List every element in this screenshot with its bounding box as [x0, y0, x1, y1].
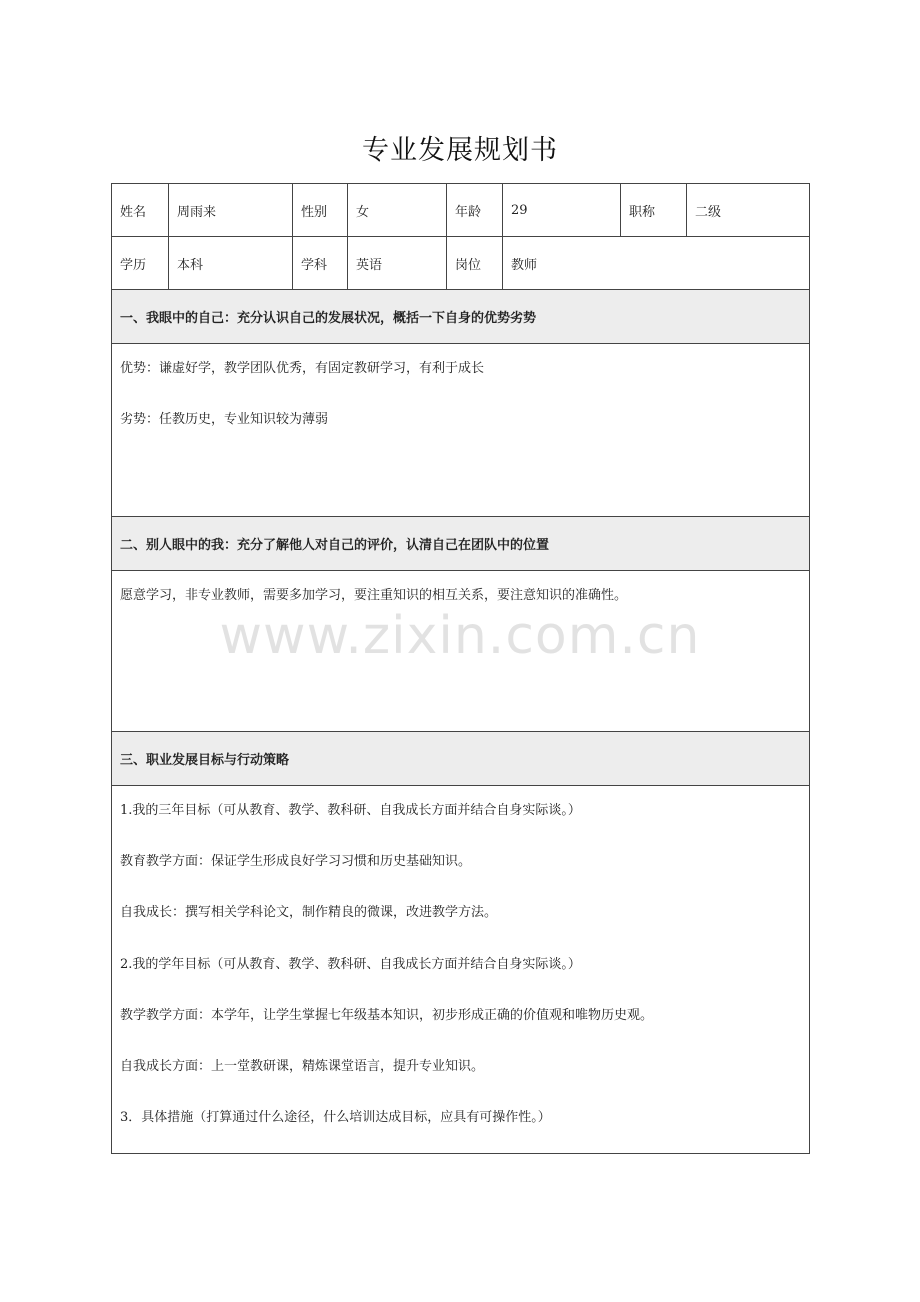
section1-line: 优势：谦虚好学，教学团队优秀，有固定教研学习，有利于成长 [120, 361, 485, 376]
post-value: 教师 [503, 237, 810, 290]
age-label: 年龄 [447, 184, 503, 237]
page-title: 专业发展规划书 [362, 135, 558, 166]
name-value: 周雨来 [169, 184, 293, 237]
section3-body [112, 786, 810, 1154]
watermark: www.zixin.com.cn [219, 606, 701, 666]
gender-value: 女 [348, 184, 447, 237]
age-value: 29 [503, 184, 621, 237]
rank-label: 职称 [621, 184, 687, 237]
info-row-1 [112, 184, 810, 237]
section1-heading: 一、我眼中的自己：充分认识自己的发展状况，概括一下自身的优势劣势 [112, 290, 810, 344]
section3-line: 自我成长：撰写相关学科论文，制作精良的微课，改进教学方法。 [120, 905, 498, 921]
subject-label: 学科 [293, 237, 348, 290]
section3-heading-row [112, 732, 810, 786]
plan-table [111, 183, 810, 1154]
name-label: 姓名 [112, 184, 169, 237]
section3-line: 1.我的三年目标（可从教育、教学、教科研、自我成长方面并结合自身实际谈。） [120, 803, 581, 818]
post-label: 岗位 [447, 237, 503, 290]
section3-line: 教育教学方面：保证学生形成良好学习习惯和历史基础知识。 [120, 854, 472, 870]
section2-body-row [112, 571, 810, 732]
section3-body-row [112, 786, 810, 1154]
section3-line: 2.我的学年目标（可从教育、教学、教科研、自我成长方面并结合自身实际谈。） [120, 956, 581, 972]
gender-label: 性别 [293, 184, 348, 237]
section2-heading: 二、别人眼中的我：充分了解他人对自己的评价，认清自己在团队中的位置 [112, 517, 810, 571]
section1-line: 劣势：任教历史，专业知识较为薄弱 [120, 412, 329, 428]
section3-line: 3．具体措施（打算通过什么途径，什么培训达成目标，应具有可操作性。） [120, 1110, 551, 1126]
section2-body [112, 571, 810, 732]
section2-heading-row [112, 517, 810, 571]
section1-body-row [112, 344, 810, 517]
section3-line: 自我成长方面：上一堂教研课，精炼课堂语言，提升专业知识。 [120, 1058, 485, 1074]
section3-line: 教学教学方面：本学年，让学生掌握七年级基本知识，初步形成正确的价值观和唯物历史观。 [120, 1007, 654, 1023]
edu-label: 学历 [112, 237, 169, 290]
section1-heading-row [112, 290, 810, 344]
section3-heading: 三、职业发展目标与行动策略 [112, 732, 810, 786]
edu-value: 本科 [169, 237, 293, 290]
info-row-2 [112, 237, 810, 290]
section1-body [112, 344, 810, 517]
subject-value: 英语 [348, 237, 447, 290]
rank-value: 二级 [687, 184, 810, 237]
section2-line: 愿意学习，非专业教师，需要多加学习，要注重知识的相互关系，要注意知识的准确性。 [120, 588, 628, 603]
